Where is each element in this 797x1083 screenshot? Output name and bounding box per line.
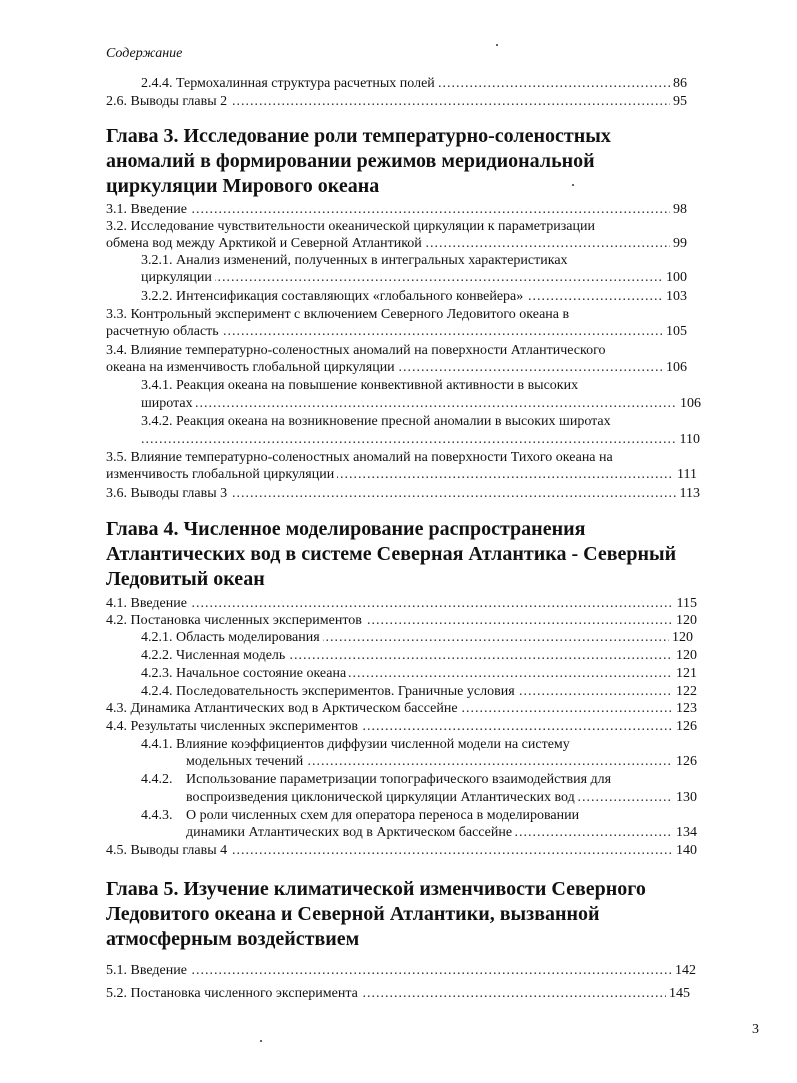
page-number: 3: [752, 1022, 759, 1037]
toc-entry-3-5[interactable]: изменчивость глобальной циркуляции 111 .....: [106, 467, 697, 483]
toc-entry-3-2-line1: 3.2. Исследование чувствительности океанической циркуляции к параметризации: [106, 219, 595, 234]
scan-speck: [496, 44, 498, 46]
toc-entry-4-4-2[interactable]: воспроизведения циклонической циркуляции Атлантических вод 130 .....: [186, 790, 697, 806]
toc-entry-4-4-1[interactable]: модельных течений 126 .....: [186, 754, 697, 770]
toc-entry-4-2-3[interactable]: 4.2.3. Начальное состояние океана 121 .....: [141, 666, 697, 682]
chapter-5-heading: Глава 5. Изучение климатической изменчивости Северного Ледовитого океана и Северной Атлантики, вызванной атмосферным воздействием: [106, 878, 646, 950]
toc-entry-4-4-1-line1: 4.4.1. Влияние коэффициентов диффузии численной модели на систему: [141, 737, 570, 752]
running-header: Содержание: [106, 46, 183, 61]
toc-entry-3-6[interactable]: 3.6. Выводы главы 3 113 .....: [106, 486, 700, 502]
scan-speck: [260, 1040, 262, 1042]
toc-entry-3-4-1[interactable]: широтах 106 .....: [141, 396, 701, 412]
toc-entry-4-4-2-number: 4.4.2.: [141, 772, 173, 787]
toc-entry-3-4[interactable]: океана на изменчивость глобальной циркуляции 106 .....: [106, 360, 687, 376]
toc-entry-4-5[interactable]: 4.5. Выводы главы 4 140 .....: [106, 843, 697, 859]
toc-entry-4-4[interactable]: 4.4. Результаты численных экспериментов 126 .....: [106, 719, 697, 735]
toc-entry-4-2[interactable]: 4.2. Постановка численных экспериментов 120 .....: [106, 613, 697, 629]
toc-entry-4-4-3-line1: О роли численных схем для оператора переноса в моделировании: [186, 808, 580, 823]
toc-entry-3-3-line1: 3.3. Контрольный эксперимент с включением Северного Ледовитого океана в: [106, 307, 570, 322]
toc-entry-4-4-2-line1: Использование параметризации топографического взаимодействия для: [186, 772, 612, 787]
chapter-3-heading: Глава 3. Исследование роли температурно-соленостных аномалий в формировании режимов меридиональной циркуляции Мирового океана: [106, 125, 611, 197]
toc-entry-3-4-1-line1: 3.4.1. Реакция океана на повышение конвективной активности в высоких: [141, 378, 579, 393]
toc-entry-3-2-1-line1: 3.2.1. Анализ изменений, полученных в интегральных характеристиках: [141, 253, 568, 268]
toc-entry-3-5-line1: 3.5. Влияние температурно-соленостных аномалий на поверхности Тихого океана на: [106, 450, 613, 465]
toc-entry-3-2[interactable]: обмена вод между Арктикой и Северной Атлантикой 99 .....: [106, 236, 687, 252]
toc-entry-4-1[interactable]: 4.1. Введение 115 .....: [106, 596, 697, 612]
chapter-4-heading: Глава 4. Численное моделирование распространения Атлантических вод в системе Северная Атлантика - Северный Ледовитый океан: [106, 518, 677, 590]
toc-entry-2-6[interactable]: 2.6. Выводы главы 2 95 .....: [106, 94, 687, 110]
toc-entry-3-4-2[interactable]: 110 .....: [141, 432, 700, 448]
toc-entry-3-1[interactable]: 3.1. Введение 98 .....: [106, 202, 687, 218]
toc-entry-3-4-line1: 3.4. Влияние температурно-соленостных аномалий на поверхности Атлантического: [106, 343, 606, 358]
toc-entry-2-4-4[interactable]: 2.4.4. Термохалинная структура расчетных полей 86 .....: [141, 76, 687, 92]
toc-entry-4-2-2[interactable]: 4.2.2. Численная модель 120 .....: [141, 648, 697, 664]
toc-entry-4-2-1[interactable]: 4.2.1. Область моделирования 120 .....: [141, 630, 693, 646]
toc-entry-3-2-1[interactable]: циркуляции 100 .....: [141, 270, 687, 286]
toc-entry-4-2-4[interactable]: 4.2.4. Последовательность экспериментов. Граничные условия 122 .....: [141, 684, 697, 700]
toc-entry-3-4-2-line1: 3.4.2. Реакция океана на возникновение пресной аномалии в высоких широтах: [141, 414, 611, 429]
toc-entry-4-4-3-number: 4.4.3.: [141, 808, 173, 823]
toc-entry-4-3[interactable]: 4.3. Динамика Атлантических вод в Арктическом бассейне 123 .....: [106, 701, 697, 717]
toc-entry-5-1[interactable]: 5.1. Введение 142 .....: [106, 963, 696, 979]
scan-speck: [572, 184, 574, 186]
toc-entry-4-4-3[interactable]: динамики Атлантических вод в Арктическом бассейне 134 .....: [186, 825, 697, 841]
toc-entry-3-3[interactable]: расчетную область 105 .....: [106, 324, 687, 340]
toc-entry-3-2-2[interactable]: 3.2.2. Интенсификация составляющих «глобального конвейера» 103 .....: [141, 289, 687, 305]
toc-entry-5-2[interactable]: 5.2. Постановка численного эксперимента 145 .....: [106, 986, 690, 1002]
